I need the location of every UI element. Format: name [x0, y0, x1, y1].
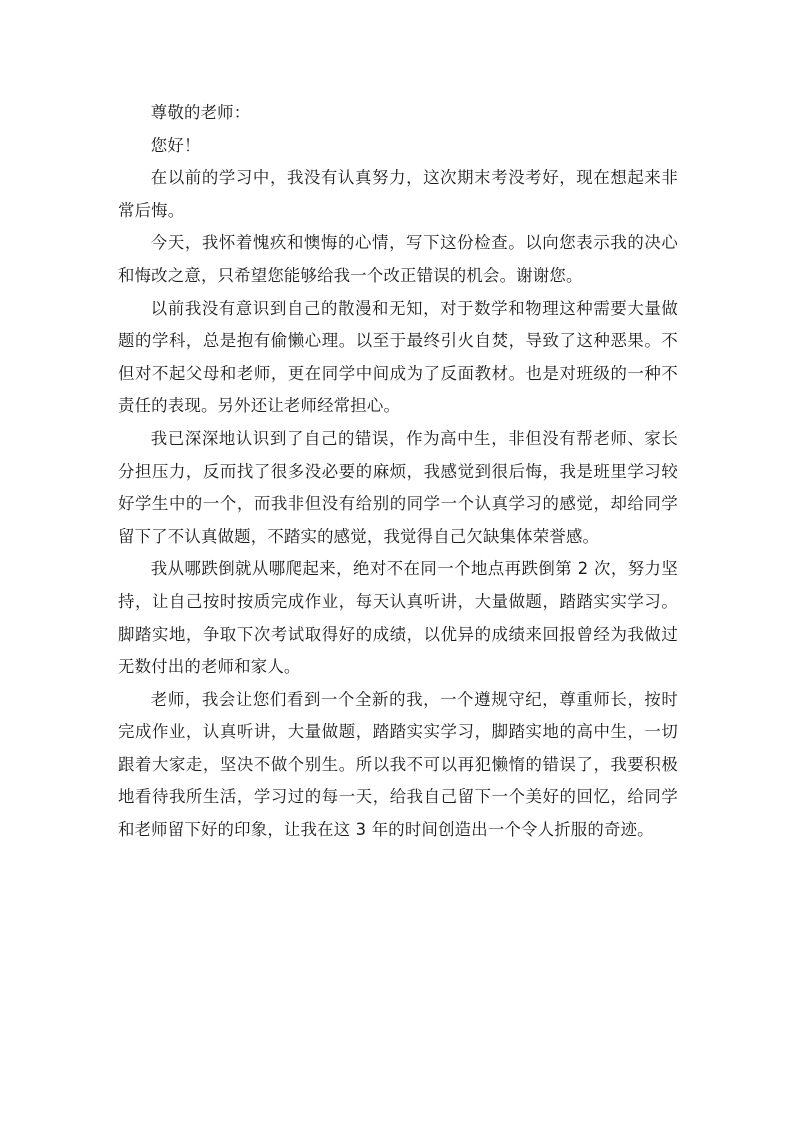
document-page	[118, 97, 678, 847]
greeting: 您好！	[150, 135, 201, 155]
paragraph-4: 我已深深地认识到了自己的错误，作为高中生，非但没有帮老师、家长分担压力，反而找了很多没必要的麻烦，我感觉到很后悔，我是班里学习较好学生中的一个，而我非但没有给别的同学一个认真学习的感觉，却给同学留下了不认真做题，不踏实的感觉，我觉得自己欠缺集体荣誉感。	[118, 428, 678, 546]
paragraph-6: 老师，我会让您们看到一个全新的我，一个遵规守纪，尊重师长，按时完成作业，认真听讲，大量做题，踏踏实实学习，脚踏实地的高中生，一切跟着大家走，坚决不做个别生。所以我不可以再犯懒惰的错误了，我要积极地看待我所生活，学习过的每一天，给我自己留下一个美好的回忆，给同学和老师留下好的印象，让我在这 3 年的时间创造出一个令人折服的奇迹。	[118, 689, 678, 840]
paragraph-2: 今天，我怀着愧疚和懊悔的心情，写下这份检查。以向您表示我的决心和悔改之意，只希望您能够给我一个改正错误的机会。谢谢您。	[118, 233, 678, 285]
salutation: 尊敬的老师：	[150, 103, 251, 122]
paragraph-5: 我从哪跌倒就从哪爬起来，绝对不在同一个地点再跌倒第 2 次，努力坚持，让自己按时按质完成作业，每天认真听讲，大量做题，踏踏实实学习。脚踏实地，争取下次考试取得好的成绩，以优异的成绩来回报曾经为我做过无数付出的老师和家人。	[118, 559, 678, 677]
paragraph-1: 在以前的学习中，我没有认真努力，这次期末考没考好，现在想起来非常后悔。	[118, 168, 678, 220]
paragraph-3: 以前我没有意识到自己的散漫和无知，对于数学和物理这种需要大量做题的学科，总是抱有偷懒心理。以至于最终引火自焚，导致了这种恶果。不但对不起父母和老师，更在同学中间成为了反面教材。也是对班级的一种不责任的表现。另外还让老师经常担心。	[118, 298, 678, 416]
